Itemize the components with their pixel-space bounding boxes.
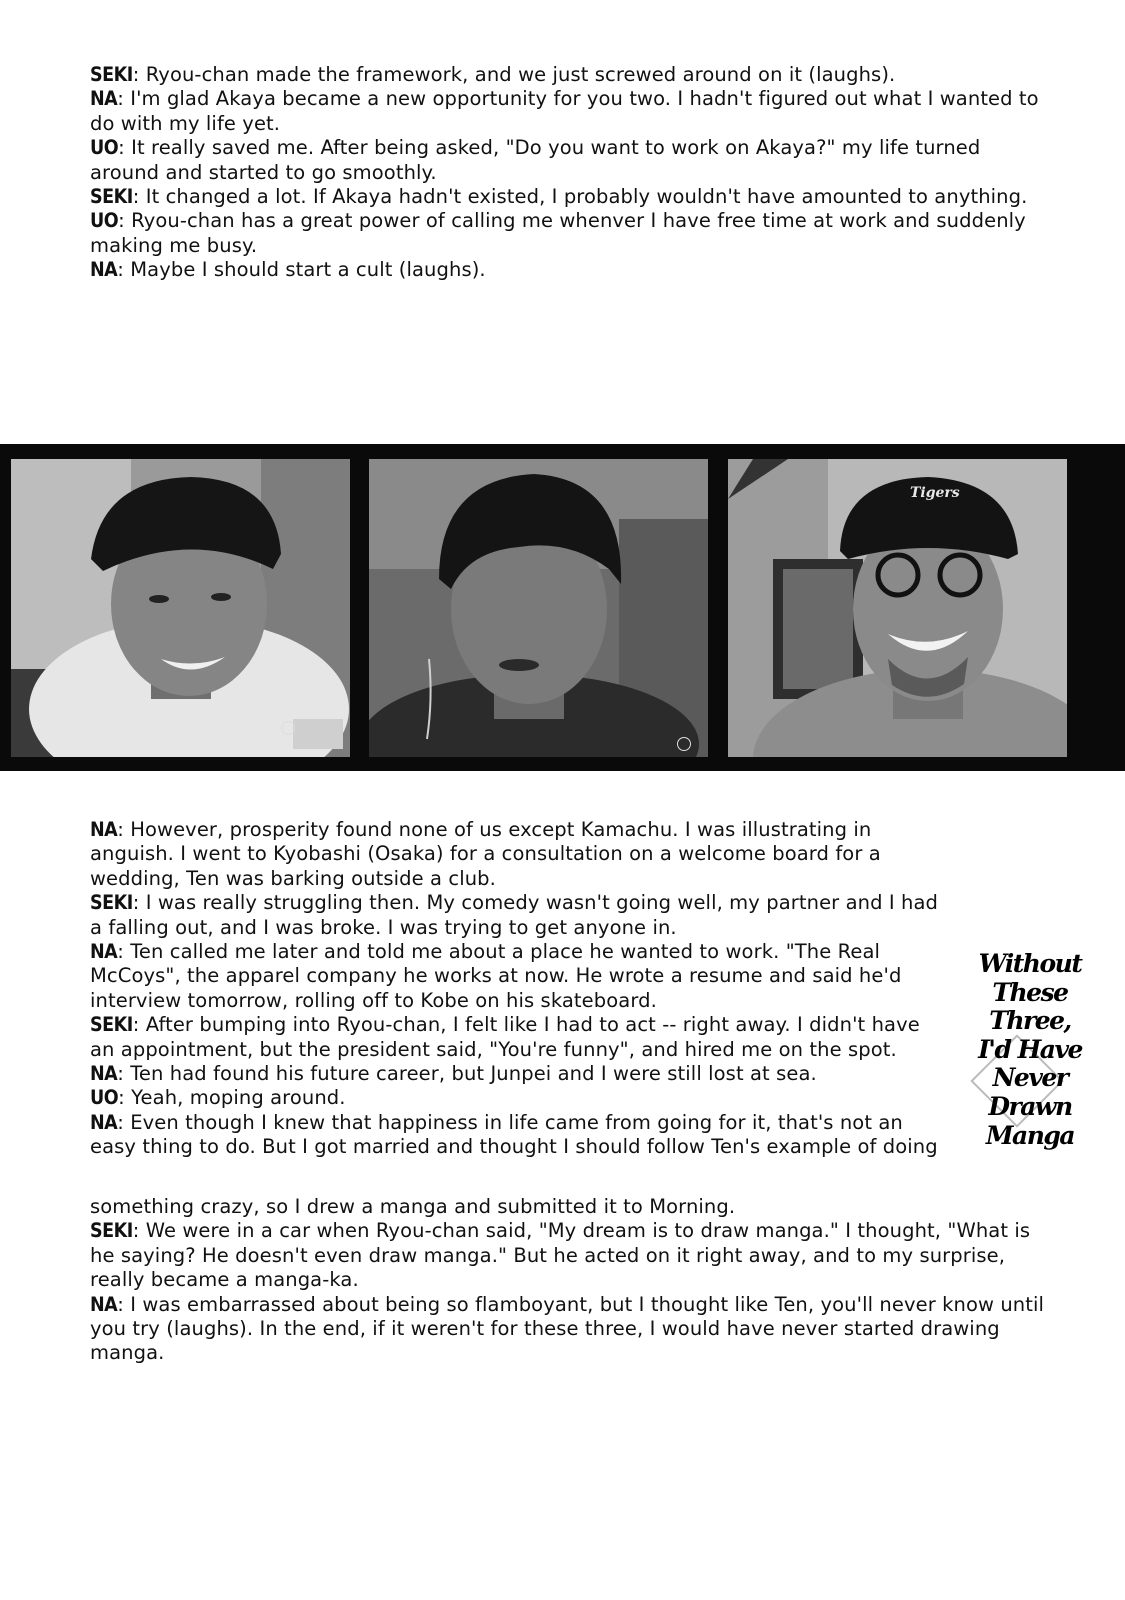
dialogue-line xyxy=(90,1111,950,1160)
speaker-label: NA xyxy=(90,87,118,111)
dialogue-text: : Yeah, moping around. xyxy=(118,1086,346,1110)
pip-icon xyxy=(677,737,691,751)
dialogue-text: : I was really struggling then. My comedy wasn't going well, my partner and I had a falling out, and I was broke. I was trying to get anyone in. xyxy=(90,891,938,939)
dialogue-line xyxy=(90,891,950,940)
title-logo-line: Drawn xyxy=(988,1091,1072,1121)
title-logo-line: Manga xyxy=(985,1120,1075,1150)
video-frame-right-person xyxy=(728,459,1067,757)
middle-dialogue xyxy=(90,818,950,1160)
dialogue-text: : I was embarrassed about being so flamboyant, but I thought like Ten, you'll never know until you try (laughs). In the end, if it weren't for these three, I would have never started drawing manga. xyxy=(90,1292,1045,1365)
dialogue-text: : It really saved me. After being asked, "Do you want to work on Akaya?" my life turned around and started to go smoothly. xyxy=(90,136,981,184)
speaker-label: NA xyxy=(90,940,118,964)
speaker-label: SEKI xyxy=(90,1219,133,1243)
speaker-label: SEKI xyxy=(90,891,133,915)
title-logo-line: These Three, xyxy=(989,977,1071,1036)
dialogue-text: : Even though I knew that happiness in life came from going for it, that's not an easy thing to do. But I got married and thought I should follow Ten's example of doing xyxy=(90,1110,938,1159)
speaker-label: UO xyxy=(90,209,119,233)
top-dialogue xyxy=(90,63,1050,283)
dialogue-line xyxy=(90,209,1050,258)
dialogue-text: : I'm glad Akaya became a new opportunity for you two. I hadn't figured out what I wanted to do with my life yet. xyxy=(90,87,1039,135)
video-frame-left-person xyxy=(11,459,350,757)
dialogue-line xyxy=(90,87,1050,136)
cap-logo-text: Tigers xyxy=(910,485,960,501)
dialogue-text: : After bumping into Ryou-chan, I felt like I had to act -- right away. I didn't have an appointment, but the president said, "You're funny", and hired me on the spot. xyxy=(90,1013,920,1061)
speaker-label: SEKI xyxy=(90,1013,133,1037)
dialogue-text: something crazy, so I drew a manga and submitted it to Morning. xyxy=(90,1195,736,1218)
dialogue-text: : Ten called me later and told me about a place he wanted to work. "The Real McCoys", the apparel company he works at now. He wrote a resume and said he'd interview tomorrow, rolling off to Kobe on his skateboard. xyxy=(90,940,902,1012)
speaker-label: SEKI xyxy=(90,63,133,86)
video-call-strip xyxy=(0,444,1125,771)
dialogue-line xyxy=(90,940,950,1013)
speaker-label: UO xyxy=(90,136,119,160)
dialogue-line xyxy=(90,63,1050,87)
dialogue-line xyxy=(90,818,950,891)
title-logo xyxy=(950,950,1110,1180)
speaker-label: NA xyxy=(90,1062,118,1086)
video-frame-center-person xyxy=(369,459,708,757)
title-logo-text xyxy=(950,950,1110,1150)
dialogue-line xyxy=(90,258,1050,282)
dialogue-line xyxy=(90,1086,950,1110)
dialogue-text: : We were in a car when Ryou-chan said, "My dream is to draw manga." I thought, "What is he saying? He doesn't even draw manga." But he acted on it right away, and to my surprise, really became a manga-ka. xyxy=(90,1219,1031,1292)
dialogue-line xyxy=(90,1195,1060,1219)
dialogue-line xyxy=(90,1062,950,1086)
dialogue-line xyxy=(90,1293,1060,1366)
title-logo-line: I'd Have xyxy=(978,1034,1082,1064)
dialogue-text: : Ryou-chan has a great power of calling me whenver I have free time at work and suddenly making me busy. xyxy=(90,209,1026,257)
speaker-label: UO xyxy=(90,1086,119,1110)
speaker-label: NA xyxy=(90,1110,118,1134)
dialogue-line xyxy=(90,185,1050,209)
dialogue-line xyxy=(90,1219,1060,1292)
pip-icon xyxy=(281,721,295,735)
bottom-dialogue xyxy=(90,1195,1060,1366)
dialogue-line xyxy=(90,136,1050,185)
dialogue-line xyxy=(90,1013,950,1062)
speaker-label: NA xyxy=(90,1292,118,1316)
speaker-label: SEKI xyxy=(90,185,133,209)
dialogue-text: : Ten had found his future career, but Junpei and I were still lost at sea. xyxy=(117,1062,817,1086)
speaker-label: NA xyxy=(90,818,118,841)
speaker-label: NA xyxy=(90,258,118,282)
title-logo-line: Without xyxy=(978,949,1082,978)
dialogue-text: : It changed a lot. If Akaya hadn't existed, I probably wouldn't have amounted to anything. xyxy=(132,185,1028,209)
title-logo-line: Never xyxy=(992,1063,1068,1093)
dialogue-text: : Maybe I should start a cult (laughs). xyxy=(117,258,486,282)
dialogue-text: : However, prosperity found none of us except Kamachu. I was illustrating in anguish. I went to Kyobashi (Osaka) for a consultation on a welcome board for a wedding, Ten was barking outside a club. xyxy=(90,818,881,890)
dialogue-text: : Ryou-chan made the framework, and we just screwed around on it (laughs). xyxy=(132,63,896,86)
